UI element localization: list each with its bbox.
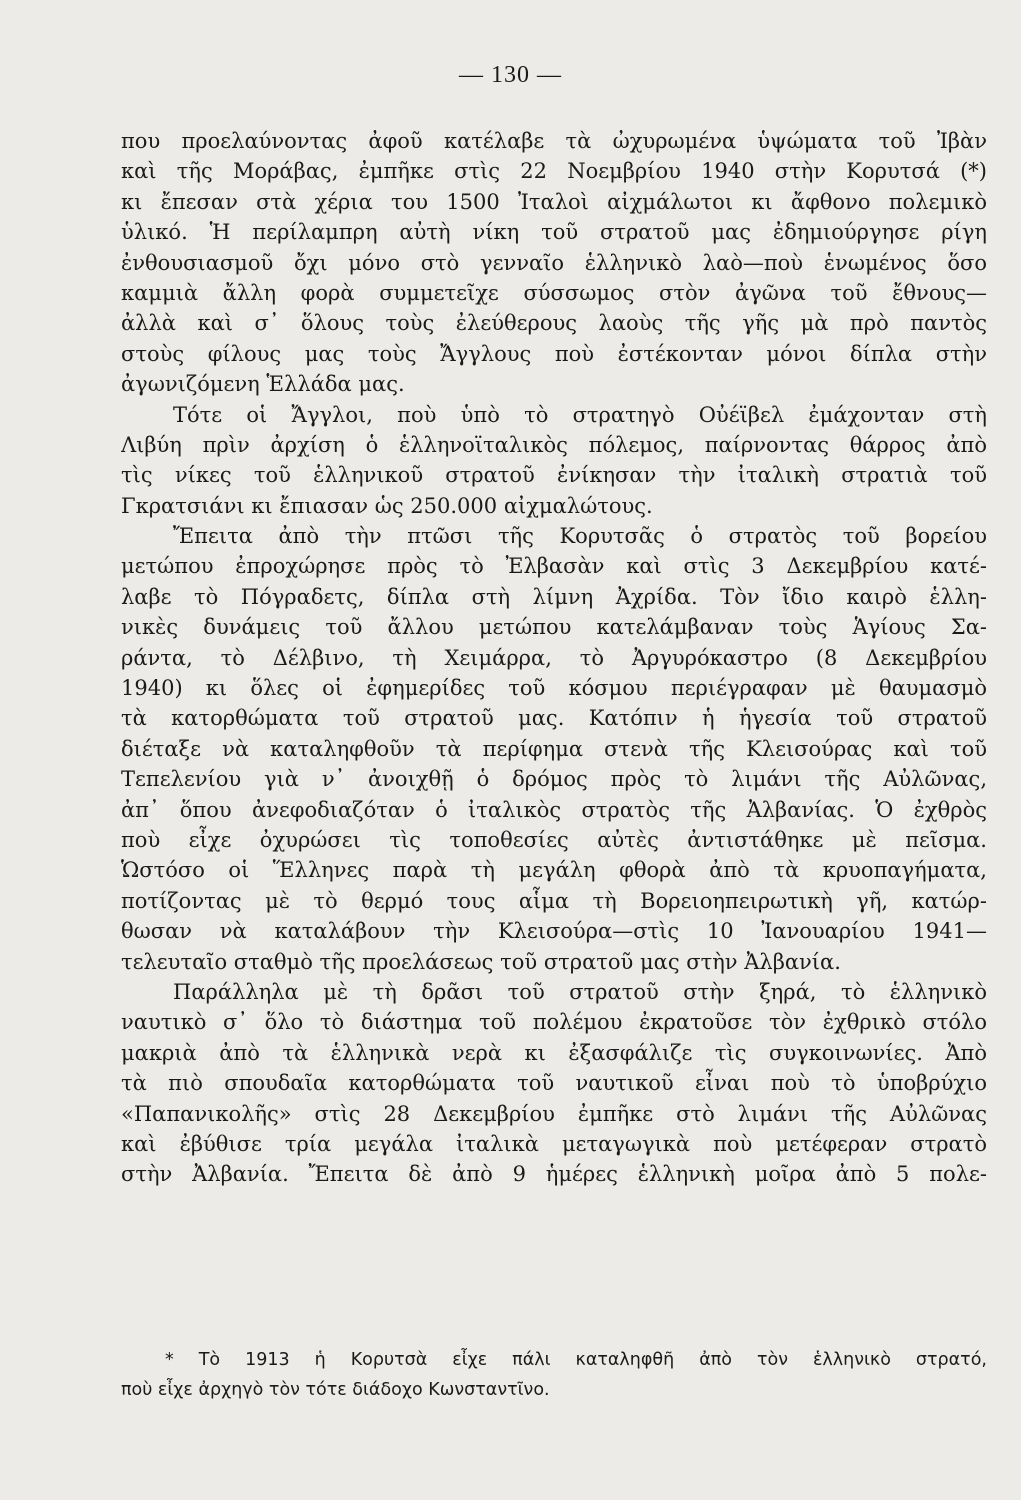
text-line: τὰ κατορθώματα τοῦ στρατοῦ μας. Κατόπιν ἡ ἡγεσία τοῦ στρατοῦ [121, 706, 987, 731]
text-line: ποτίζοντας μὲ τὸ θερμό τους αἷμα τὴ Βορειοηπειρωτικὴ γῆ, κατώρ- [121, 888, 987, 913]
text-line: τὶς νίκες τοῦ ἑλληνικοῦ στρατοῦ ἐνίκησαν τὴν ἰταλικὴ στρατιὰ τοῦ [121, 463, 987, 488]
body-text [121, 126, 987, 1190]
text-line: τὰ πιὸ σπουδαῖα κατορθώματα τοῦ ναυτικοῦ εἶναι ποὺ τὸ ὑποβρύχιο [121, 1071, 987, 1096]
text-line: Λιβύη πρὶν ἀρχίση ὁ ἑλληνοϊταλικὸς πόλεμος, παίρνοντας θάρρος ἀπὸ [121, 432, 987, 457]
text-line: νικὲς δυνάμεις τοῦ ἄλλου μετώπου κατελάμβαναν τοὺς Ἁγίους Σα- [121, 615, 987, 640]
text-line: θωσαν νὰ καταλάβουν τὴν Κλεισούρα—στὶς 10 Ἰανουαρίου 1941— [121, 919, 987, 944]
text-line: Τεπελενίου γιὰ ν᾽ ἀνοιχθῇ ὁ δρόμος πρὸς τὸ λιμάνι τῆς Αὐλῶνας, [121, 767, 987, 792]
footnote-line: * Τὸ 1913 ἡ Κορυτσὰ εἶχε πάλι καταληφθῆ ἀπὸ τὸν ἑλληνικὸ στρατό, [165, 1350, 987, 1370]
text-line: Ὡστόσο οἱ Ἕλληνες παρὰ τὴ μεγάλη φθορὰ ἀπὸ τὰ κρυοπαγήματα, [121, 858, 987, 883]
text-line: Ἔπειτα ἀπὸ τὴν πτῶσι τῆς Κορυτσᾶς ὁ στρατὸς τοῦ βορείου [173, 524, 987, 549]
text-line: Γκρατσιάνι κι ἔπιασαν ὡς 250.000 αἰχμαλώτους. [121, 493, 653, 518]
text-line: ἀγωνιζόμενη Ἑλλάδα μας. [121, 372, 405, 397]
text-line: ἀλλὰ καὶ σ᾽ ὅλους τοὺς ἐλεύθερους λαοὺς τῆς γῆς μὰ πρὸ παντὸς [121, 311, 987, 336]
text-line: ἐνθουσιασμοῦ ὄχι μόνο στὸ γενναῖο ἑλληνικὸ λαὸ—ποὺ ἑνωμένος ὅσο [121, 250, 987, 275]
footnote-line: ποὺ εἶχε ἀρχηγὸ τὸν τότε διάδοχο Κωνσταντῖνο. [121, 1380, 550, 1400]
text-line: Τότε οἱ Ἄγγλοι, ποὺ ὑπὸ τὸ στρατηγὸ Οὐέϊβελ ἐμάχονταν στὴ [173, 402, 987, 427]
text-line: στὴν Ἀλβανία. Ἔπειτα δὲ ἀπὸ 9 ἡμέρες ἑλληνικὴ μοῖρα ἀπὸ 5 πολε- [121, 1162, 987, 1187]
text-line: «Παπανικολῆς» στὶς 28 Δεκεμβρίου ἐμπῆκε στὸ λιμάνι τῆς Αὐλῶνας [121, 1101, 987, 1126]
text-line: που προελαύνοντας ἀφοῦ κατέλαβε τὰ ὠχυρωμένα ὑψώματα τοῦ Ἰβὰν [121, 129, 987, 153]
text-line: ποὺ εἶχε ὀχυρώσει τὶς τοποθεσίες αὐτὲς ἀντιστάθηκε μὲ πεῖσμα. [121, 827, 987, 852]
text-line: καμμιὰ ἄλλη φορὰ συμμετεῖχε σύσσωμος στὸν ἀγῶνα τοῦ ἔθνους— [121, 280, 987, 305]
text-line: καὶ τῆς Μοράβας, ἐμπῆκε στὶς 22 Νοεμβρίου 1940 στὴν Κορυτσά (*) [121, 159, 987, 184]
text-line: κι ἔπεσαν στὰ χέρια του 1500 Ἰταλοὶ αἰχμάλωτοι κι ἄφθονο πολεμικὸ [121, 189, 987, 214]
text-line: μακριὰ ἀπὸ τὰ ἑλληνικὰ νερὰ κι ἐξασφάλιζε τὶς συγκοινωνίες. Ἀπὸ [121, 1040, 987, 1065]
text-line: καὶ ἐβύθισε τρία μεγάλα ἰταλικὰ μεταγωγικὰ ποὺ μετέφεραν στρατὸ [121, 1131, 987, 1156]
text-line: τελευταῖο σταθμὸ τῆς προελάσεως τοῦ στρατοῦ μας στὴν Ἀλβανία. [121, 949, 841, 974]
text-line: διέταξε νὰ καταληφθοῦν τὰ περίφημα στενὰ τῆς Κλεισούρας καὶ τοῦ [121, 736, 987, 761]
page-number: — 130 — [459, 62, 562, 88]
footnote [121, 1345, 987, 1405]
text-line: στοὺς φίλους μας τοὺς Ἄγγλους ποὺ ἐστέκονταν μόνοι δίπλα στὴν [121, 341, 987, 366]
text-line: ἀπ᾽ ὅπου ἀνεφοδιαζόταν ὁ ἰταλικὸς στρατὸς τῆς Ἀλβανίας. Ὁ ἐχθρὸς [121, 797, 987, 822]
text-line: Παράλληλα μὲ τὴ δρᾶσι τοῦ στρατοῦ στὴν ξηρά, τὸ ἑλληνικὸ [173, 979, 987, 1004]
text-line: ναυτικὸ σ᾽ ὅλο τὸ διάστημα τοῦ πολέμου ἐκρατοῦσε τὸν ἐχθρικὸ στόλο [121, 1010, 987, 1035]
text-line: 1940) κι ὅλες οἱ ἐφημερίδες τοῦ κόσμου περιέγραφαν μὲ θαυμασμὸ [121, 676, 987, 701]
text-line: λαβε τὸ Πόγραδετς, δίπλα στὴ λίμνη Ἀχρίδα. Τὸν ἴδιο καιρὸ ἑλλη- [121, 584, 987, 609]
text-line: ράντα, τὸ Δέλβινο, τὴ Χειμάρρα, τὸ Ἀργυρόκαστρο (8 Δεκεμβρίου [121, 645, 987, 670]
text-line: μετώπου ἐπροχώρησε πρὸς τὸ Ἐλβασὰν καὶ στὶς 3 Δεκεμβρίου κατέ- [121, 554, 987, 579]
text-line: ὑλικό. Ἡ περίλαμπρη αὐτὴ νίκη τοῦ στρατοῦ μας ἐδημιούργησε ρίγη [121, 220, 987, 245]
